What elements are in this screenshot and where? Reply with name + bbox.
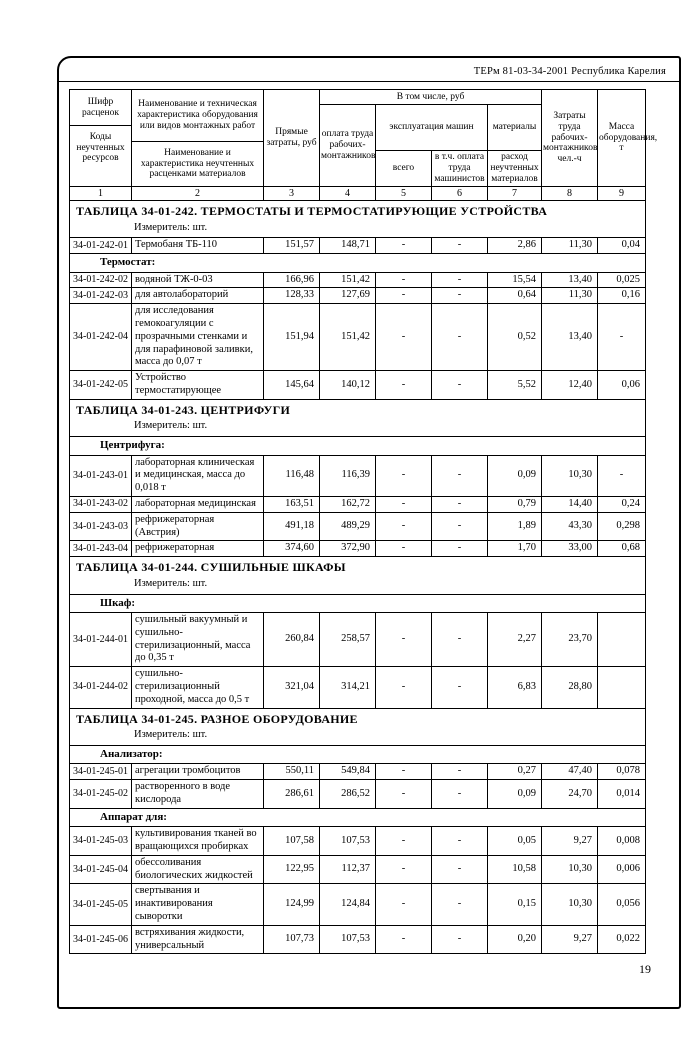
value-cell: 148,71 [320, 238, 376, 254]
group-label: Аппарат для: [70, 808, 646, 826]
col-number: 7 [488, 187, 542, 201]
value-cell: 122,95 [264, 855, 320, 884]
table-row [70, 925, 646, 954]
table-row [70, 667, 646, 708]
value-cell: 140,12 [320, 371, 376, 400]
section-row [70, 399, 646, 436]
value-cell: - [432, 512, 488, 541]
name-cell: сушильный вакуумный и сушильно-стерилизационный, масса до 0,35 т [132, 613, 264, 667]
code-cell: 34-01-245-02 [70, 780, 132, 809]
section-header [70, 557, 646, 594]
value-cell: 163,51 [264, 497, 320, 513]
value-cell: 127,69 [320, 288, 376, 304]
value-cell: 0,68 [598, 541, 646, 557]
section-measurer: Измеритель: шт. [134, 221, 208, 233]
code-cell: 34-01-245-03 [70, 827, 132, 856]
value-cell: - [432, 780, 488, 809]
value-cell: 107,58 [264, 827, 320, 856]
value-cell: 107,53 [320, 925, 376, 954]
value-cell: 0,006 [598, 855, 646, 884]
code-cell: 34-01-244-01 [70, 613, 132, 667]
header-row-1 [70, 90, 646, 105]
code-cell: 34-01-245-05 [70, 884, 132, 925]
value-cell: - [376, 884, 432, 925]
value-cell: - [376, 764, 432, 780]
value-cell: 491,18 [264, 512, 320, 541]
table-row [70, 855, 646, 884]
name-cell: рефрижераторная [132, 541, 264, 557]
value-cell: 6,83 [488, 667, 542, 708]
value-cell: 10,30 [542, 455, 598, 496]
col-number: 5 [376, 187, 432, 201]
table-row [70, 304, 646, 371]
name-cell: культивирования тканей во вращающихся пробирках [132, 827, 264, 856]
table-row [70, 238, 646, 254]
name-cell: Устройство термостатирующее [132, 371, 264, 400]
value-cell: - [376, 238, 432, 254]
value-cell: 162,72 [320, 497, 376, 513]
group-row [70, 746, 646, 764]
value-cell: - [376, 304, 432, 371]
value-cell: 0,64 [488, 288, 542, 304]
group-row [70, 808, 646, 826]
value-cell: 489,29 [320, 512, 376, 541]
table-row [70, 512, 646, 541]
value-cell: 14,40 [542, 497, 598, 513]
value-cell: - [376, 827, 432, 856]
section-measurer: Измеритель: шт. [134, 729, 208, 741]
value-cell: 116,48 [264, 455, 320, 496]
table-body [70, 201, 646, 954]
value-cell: - [598, 304, 646, 371]
section-title: ТАБЛИЦА 34-01-242. ТЕРМОСТАТЫ И ТЕРМОСТАТИРУЮЩИЕ УСТРОЙСТВА [76, 204, 548, 218]
group-label: Шкаф: [70, 594, 646, 612]
group-row [70, 254, 646, 272]
doc-header: ТЕРм 81-03-34-2001 Республика Карелия [59, 58, 679, 82]
value-cell [598, 667, 646, 708]
value-cell: 0,298 [598, 512, 646, 541]
col-wages-header: оплата труда рабочих-монтажников [320, 105, 376, 187]
value-cell: - [432, 827, 488, 856]
table-row [70, 272, 646, 288]
value-cell: 151,42 [320, 272, 376, 288]
value-cell: - [432, 667, 488, 708]
name-cell: водяной ТЖ-0-03 [132, 272, 264, 288]
col-cipher-header [70, 90, 132, 187]
code-cell: 34-01-245-04 [70, 855, 132, 884]
value-cell: 0,04 [598, 238, 646, 254]
value-cell: 1,70 [488, 541, 542, 557]
col-mass-header: Масса оборудования, т [598, 90, 646, 187]
value-cell: 107,53 [320, 827, 376, 856]
page-frame [57, 56, 681, 1009]
value-cell: - [432, 764, 488, 780]
value-cell: 151,57 [264, 238, 320, 254]
code-cell: 34-01-245-01 [70, 764, 132, 780]
value-cell: - [376, 455, 432, 496]
table-row [70, 371, 646, 400]
value-cell: 550,11 [264, 764, 320, 780]
value-cell: - [432, 613, 488, 667]
code-cell: 34-01-242-02 [70, 272, 132, 288]
section-header [70, 399, 646, 436]
section-header [70, 708, 646, 745]
value-cell: 151,94 [264, 304, 320, 371]
value-cell: - [432, 304, 488, 371]
value-cell: 23,70 [542, 613, 598, 667]
value-cell: 0,79 [488, 497, 542, 513]
code-cell: 34-01-242-01 [70, 238, 132, 254]
name-cell: обессоливания биологических жидкостей [132, 855, 264, 884]
value-cell: - [432, 541, 488, 557]
value-cell: 0,52 [488, 304, 542, 371]
value-cell: - [432, 855, 488, 884]
value-cell: 0,056 [598, 884, 646, 925]
table-row [70, 497, 646, 513]
value-cell: - [376, 613, 432, 667]
value-cell: 0,014 [598, 780, 646, 809]
value-cell: 258,57 [320, 613, 376, 667]
value-cell: - [376, 288, 432, 304]
value-cell: 9,27 [542, 925, 598, 954]
value-cell: 286,52 [320, 780, 376, 809]
value-cell: 5,52 [488, 371, 542, 400]
section-measurer: Измеритель: шт. [134, 577, 208, 589]
group-row [70, 594, 646, 612]
group-machines-header: эксплуатация машин [376, 105, 488, 151]
value-cell: 33,00 [542, 541, 598, 557]
equipment-name-label: Наименование и техническая характеристика оборудования или видов монтажных работ [132, 90, 263, 142]
value-cell: 0,05 [488, 827, 542, 856]
value-cell: 10,30 [542, 855, 598, 884]
code-cell: 34-01-243-03 [70, 512, 132, 541]
col-number: 6 [432, 187, 488, 201]
value-cell: - [376, 512, 432, 541]
value-cell: 12,40 [542, 371, 598, 400]
value-cell: 0,16 [598, 288, 646, 304]
code-cell: 34-01-243-04 [70, 541, 132, 557]
section-row [70, 708, 646, 745]
name-cell: встряхивания жидкости, универсальный [132, 925, 264, 954]
col-material-consumption-header: расход неучтенных материалов [488, 151, 542, 187]
name-cell: свертывания и инактивирования сыворотки [132, 884, 264, 925]
section-title: ТАБЛИЦА 34-01-245. РАЗНОЕ ОБОРУДОВАНИЕ [76, 711, 358, 726]
value-cell: 145,64 [264, 371, 320, 400]
value-cell: 28,80 [542, 667, 598, 708]
section-measurer: Измеритель: шт. [134, 420, 208, 432]
column-numbers-row [70, 187, 646, 201]
value-cell: 166,96 [264, 272, 320, 288]
code-cell: 34-01-243-02 [70, 497, 132, 513]
value-cell: - [432, 238, 488, 254]
value-cell: - [432, 497, 488, 513]
col-number: 8 [542, 187, 598, 201]
value-cell: - [432, 272, 488, 288]
value-cell: - [432, 884, 488, 925]
col-number: 1 [70, 187, 132, 201]
table-row [70, 780, 646, 809]
col-direct-costs-header: Прямые затраты, руб [264, 90, 320, 187]
value-cell: 107,73 [264, 925, 320, 954]
value-cell: 321,04 [264, 667, 320, 708]
value-cell: - [376, 855, 432, 884]
table-row [70, 827, 646, 856]
name-cell: рефрижераторная (Австрия) [132, 512, 264, 541]
value-cell: - [432, 371, 488, 400]
rates-table [69, 89, 658, 954]
code-cell: 34-01-242-04 [70, 304, 132, 371]
value-cell: 0,078 [598, 764, 646, 780]
section-title: ТАБЛИЦА 34-01-244. СУШИЛЬНЫЕ ШКАФЫ [76, 560, 346, 575]
group-row [70, 437, 646, 455]
value-cell: - [376, 667, 432, 708]
value-cell: 0,025 [598, 272, 646, 288]
value-cell: 0,20 [488, 925, 542, 954]
table-row [70, 455, 646, 496]
code-cell: 34-01-243-01 [70, 455, 132, 496]
value-cell: 314,21 [320, 667, 376, 708]
value-cell: 1,89 [488, 512, 542, 541]
materials-name-label: Наименование и характеристика неучтенных расценками материалов [140, 147, 255, 180]
value-cell: 124,84 [320, 884, 376, 925]
group-label: Анализатор: [70, 746, 646, 764]
section-row [70, 201, 646, 238]
name-cell: Термобаня ТБ-110 [132, 238, 264, 254]
value-cell: 286,61 [264, 780, 320, 809]
name-cell: для автолабораторий [132, 288, 264, 304]
value-cell: - [376, 497, 432, 513]
name-cell: сушильно-стерилизационный проходной, масса до 0,5 т [132, 667, 264, 708]
col-number: 4 [320, 187, 376, 201]
table-row [70, 541, 646, 557]
value-cell: 260,84 [264, 613, 320, 667]
value-cell: 0,09 [488, 455, 542, 496]
page-number: 19 [639, 962, 651, 976]
col-name-header [132, 90, 264, 187]
group-label: Центрифуга: [70, 437, 646, 455]
name-cell: для исследования гемокоагуляции с прозрачными стенками и для парафиновой заливки, масса до 0,07 т [132, 304, 264, 371]
value-cell: 10,58 [488, 855, 542, 884]
value-cell: - [376, 780, 432, 809]
col-number: 3 [264, 187, 320, 201]
value-cell: - [376, 925, 432, 954]
value-cell: - [432, 455, 488, 496]
value-cell: 11,30 [542, 238, 598, 254]
value-cell: 0,15 [488, 884, 542, 925]
value-cell: 116,39 [320, 455, 376, 496]
section-row [70, 557, 646, 594]
section-title: ТАБЛИЦА 34-01-243. ЦЕНТРИФУГИ [76, 402, 291, 417]
group-label: Термостат: [70, 254, 646, 272]
value-cell: - [376, 272, 432, 288]
name-cell: лабораторная клиническая и медицинская, масса до 0,018 т [132, 455, 264, 496]
col-number: 9 [598, 187, 646, 201]
value-cell: - [376, 541, 432, 557]
value-cell: 0,24 [598, 497, 646, 513]
value-cell: 43,30 [542, 512, 598, 541]
value-cell: 11,30 [542, 288, 598, 304]
section-header [70, 201, 646, 238]
value-cell: 128,33 [264, 288, 320, 304]
value-cell: 0,27 [488, 764, 542, 780]
value-cell: 10,30 [542, 884, 598, 925]
value-cell: 0,09 [488, 780, 542, 809]
table-head [70, 90, 658, 201]
name-cell: лабораторная медицинская [132, 497, 264, 513]
value-cell: 374,60 [264, 541, 320, 557]
col-machinists-header: в т.ч. оплата труда машинистов [432, 151, 488, 187]
value-cell: 372,90 [320, 541, 376, 557]
value-cell: 151,42 [320, 304, 376, 371]
col-number: 2 [132, 187, 264, 201]
value-cell: 13,40 [542, 304, 598, 371]
code-cell: 34-01-245-06 [70, 925, 132, 954]
name-cell: растворенного в воде кислорода [132, 780, 264, 809]
value-cell: 0,022 [598, 925, 646, 954]
value-cell: 47,40 [542, 764, 598, 780]
table-row [70, 764, 646, 780]
value-cell: 112,37 [320, 855, 376, 884]
value-cell: 2,86 [488, 238, 542, 254]
col-total-header: всего [376, 151, 432, 187]
value-cell: 24,70 [542, 780, 598, 809]
value-cell: - [376, 371, 432, 400]
value-cell: 0,06 [598, 371, 646, 400]
group-materials-header: материалы [488, 105, 542, 151]
value-cell: - [432, 925, 488, 954]
value-cell: - [432, 288, 488, 304]
value-cell: 549,84 [320, 764, 376, 780]
table-row [70, 288, 646, 304]
group-included-header: В том числе, руб [320, 90, 542, 105]
value-cell: 15,54 [488, 272, 542, 288]
value-cell: - [598, 455, 646, 496]
value-cell: 0,008 [598, 827, 646, 856]
name-cell: агрегации тромбоцитов [132, 764, 264, 780]
code-cell: 34-01-244-02 [70, 667, 132, 708]
col-labor-hours-header: Затраты труда рабочих-монтажников чел.-ч [542, 90, 598, 187]
table-row [70, 613, 646, 667]
cipher-label: Шифр расценок [70, 90, 131, 126]
code-cell: 34-01-242-05 [70, 371, 132, 400]
value-cell: 9,27 [542, 827, 598, 856]
code-cell: 34-01-242-03 [70, 288, 132, 304]
value-cell: 2,27 [488, 613, 542, 667]
value-cell [598, 613, 646, 667]
table-row [70, 884, 646, 925]
value-cell: 124,99 [264, 884, 320, 925]
value-cell: 13,40 [542, 272, 598, 288]
resource-codes-label: Коды неучтенных ресурсов [76, 131, 125, 164]
